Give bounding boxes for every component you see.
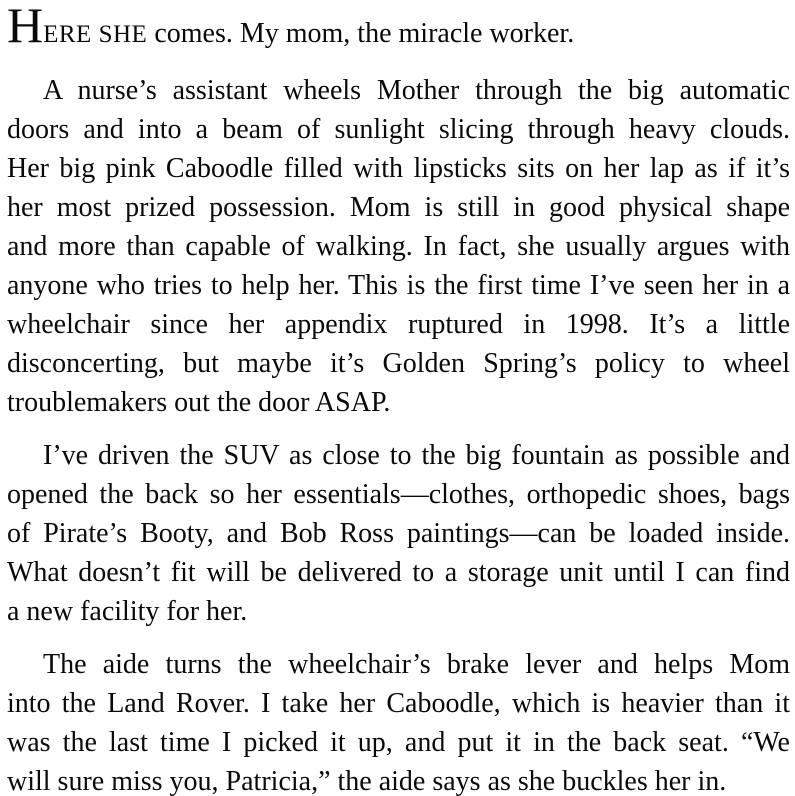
text-line: What doesn’t fit will be delivered to a storage unit until I can find	[7, 557, 790, 588]
text-line: and more than capable of walking. In fact, she usually argues with	[7, 231, 790, 262]
text-line: disconcerting, but maybe it’s Golden Spring’s policy to wheel	[7, 348, 790, 379]
paragraph	[7, 645, 790, 796]
text-line: anyone who tries to help her. This is the first time I’ve seen her in a	[7, 270, 790, 301]
opening-line	[7, 0, 790, 57]
text-line: her most prized possession. Mom is still in good physical shape	[7, 192, 790, 223]
text-line: wheelchair since her appendix ruptured in 1998. It’s a little	[7, 309, 790, 340]
opening-line-rest: comes. My mom, the miracle worker.	[147, 18, 575, 49]
text-line: into the Land Rover. I take her Caboodle, which is heavier than it	[7, 688, 790, 719]
small-caps-lead: ERE SHE	[43, 21, 148, 48]
text-line: doors and into a beam of sunlight slicing through heavy clouds.	[7, 114, 790, 145]
paragraph	[7, 436, 790, 631]
text-line: a new facility for her.	[7, 596, 248, 627]
body-paragraphs	[7, 71, 790, 796]
text-line: will sure miss you, Patricia,” the aide says as she buckles her in.	[7, 766, 727, 796]
text-line: troublemakers out the door ASAP.	[7, 387, 391, 418]
text-line: opened the back so her essentials—clothes, orthopedic shoes, bags	[7, 479, 790, 510]
text-line: I’ve driven the SUV as close to the big fountain as possible and	[43, 440, 790, 471]
raised-initial-cap: H	[7, 0, 44, 53]
text-line: was the last time I picked it up, and put it in the back seat. “We	[7, 727, 790, 758]
paragraph	[7, 71, 790, 422]
text-line: Her big pink Caboodle filled with lipsticks sits on her lap as if it’s	[7, 153, 790, 184]
text-line: A nurse’s assistant wheels Mother through the big automatic	[43, 75, 790, 106]
text-line: of Pirate’s Booty, and Bob Ross paintings—can be loaded inside.	[7, 518, 790, 549]
text-line: The aide turns the wheelchair’s brake lever and helps Mom	[43, 649, 790, 680]
